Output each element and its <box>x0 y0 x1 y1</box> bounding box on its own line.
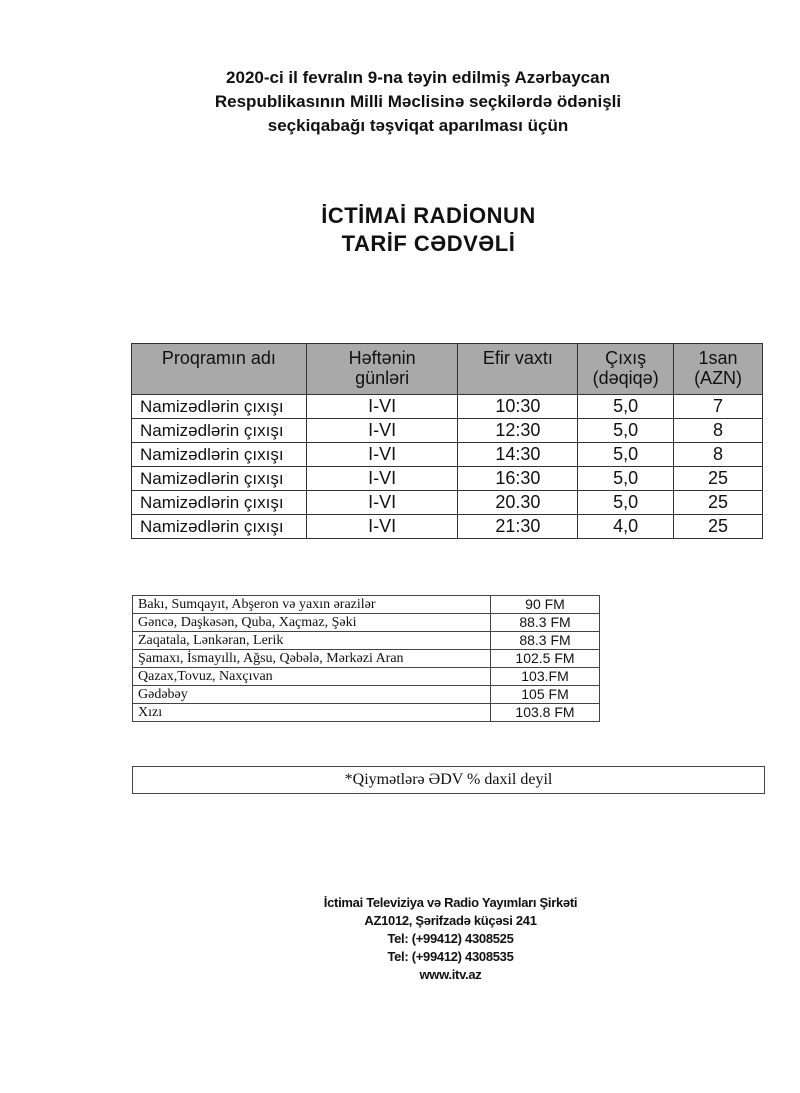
col-duration: Çıxış (dəqiqə) <box>578 344 674 395</box>
region: Qazax,Tovuz, Naxçıvan <box>133 668 491 686</box>
program-name: Namizədlərin çıxışı <box>132 467 307 491</box>
duration: 5,0 <box>578 443 674 467</box>
air-time: 12:30 <box>458 419 578 443</box>
week-days: I-VI <box>306 491 458 515</box>
duration: 5,0 <box>578 395 674 419</box>
col-week-days: Həftənin günləri <box>306 344 458 395</box>
price: 25 <box>674 515 763 539</box>
air-time: 16:30 <box>458 467 578 491</box>
col-program-name: Proqramın adı <box>132 344 307 395</box>
duration: 4,0 <box>578 515 674 539</box>
table-row <box>132 515 763 539</box>
table-row <box>132 443 763 467</box>
frequency-table <box>132 595 600 722</box>
fm-frequency: 103.FM <box>491 668 600 686</box>
duration: 5,0 <box>578 419 674 443</box>
company-phone-1: Tel: (+99412) 4308525 <box>387 931 514 946</box>
table-row <box>133 596 600 614</box>
company-phone-2: Tel: (+99412) 4308535 <box>387 949 514 964</box>
col-price: 1san (AZN) <box>674 344 763 395</box>
header-line-3: seçkiqabağı təşviqat aparılması üçün <box>267 116 569 135</box>
week-days: I-VI <box>306 515 458 539</box>
table-row <box>133 650 600 668</box>
program-name: Namizədlərin çıxışı <box>132 395 307 419</box>
duration: 5,0 <box>578 467 674 491</box>
company-website: www.itv.az <box>419 967 482 982</box>
region: Şamaxı, İsmayıllı, Ağsu, Qəbələ, Mərkəzi Aran <box>133 650 491 668</box>
table-row <box>132 395 763 419</box>
title-line-2: TARİF CƏDVƏLİ <box>341 231 516 256</box>
region: Gəncə, Daşkəsən, Quba, Xaçmaz, Şəki <box>133 614 491 632</box>
week-days: I-VI <box>306 443 458 467</box>
region: Zaqatala, Lənkəran, Lerik <box>133 632 491 650</box>
title-line-1: İCTİMAİ RADİONUN <box>321 203 536 228</box>
week-days: I-VI <box>306 419 458 443</box>
table-row <box>132 467 763 491</box>
air-time: 14:30 <box>458 443 578 467</box>
fm-frequency: 88.3 FM <box>491 614 600 632</box>
table-row <box>133 686 600 704</box>
table-row <box>133 614 600 632</box>
air-time: 21:30 <box>458 515 578 539</box>
fm-frequency: 102.5 FM <box>491 650 600 668</box>
table-row <box>132 491 763 515</box>
program-name: Namizədlərin çıxışı <box>132 419 307 443</box>
table-row <box>133 668 600 686</box>
table-row <box>133 704 600 722</box>
document-title <box>0 202 800 258</box>
air-time: 20.30 <box>458 491 578 515</box>
header-line-1: 2020-ci il fevralın 9-na təyin edilmiş Azərbaycan <box>226 68 610 87</box>
table-row <box>132 419 763 443</box>
price: 25 <box>674 467 763 491</box>
fm-frequency: 88.3 FM <box>491 632 600 650</box>
price: 25 <box>674 491 763 515</box>
region: Gədəbəy <box>133 686 491 704</box>
tariff-table <box>131 343 763 539</box>
price: 8 <box>674 443 763 467</box>
week-days: I-VI <box>306 467 458 491</box>
duration: 5,0 <box>578 491 674 515</box>
col-air-time: Efir vaxtı <box>458 344 578 395</box>
tariff-header-row <box>132 344 763 395</box>
company-footer <box>0 894 800 984</box>
table-row <box>133 632 600 650</box>
document-header <box>0 66 800 138</box>
program-name: Namizədlərin çıxışı <box>132 443 307 467</box>
fm-frequency: 90 FM <box>491 596 600 614</box>
header-line-2: Respublikasının Milli Məclisinə seçkilərdə ödənişli <box>214 92 622 111</box>
vat-note: *Qiymətlərə ƏDV % daxil deyil <box>132 766 765 794</box>
program-name: Namizədlərin çıxışı <box>132 515 307 539</box>
program-name: Namizədlərin çıxışı <box>132 491 307 515</box>
region: Xızı <box>133 704 491 722</box>
fm-frequency: 105 FM <box>491 686 600 704</box>
price: 8 <box>674 419 763 443</box>
fm-frequency: 103.8 FM <box>491 704 600 722</box>
company-name: İctimai Televiziya və Radio Yayımları Şirkəti <box>323 895 578 910</box>
week-days: I-VI <box>306 395 458 419</box>
air-time: 10:30 <box>458 395 578 419</box>
price: 7 <box>674 395 763 419</box>
company-address: AZ1012, Şərifzadə küçəsi 241 <box>364 913 537 928</box>
region: Bakı, Sumqayıt, Abşeron və yaxın ərazilər <box>133 596 491 614</box>
